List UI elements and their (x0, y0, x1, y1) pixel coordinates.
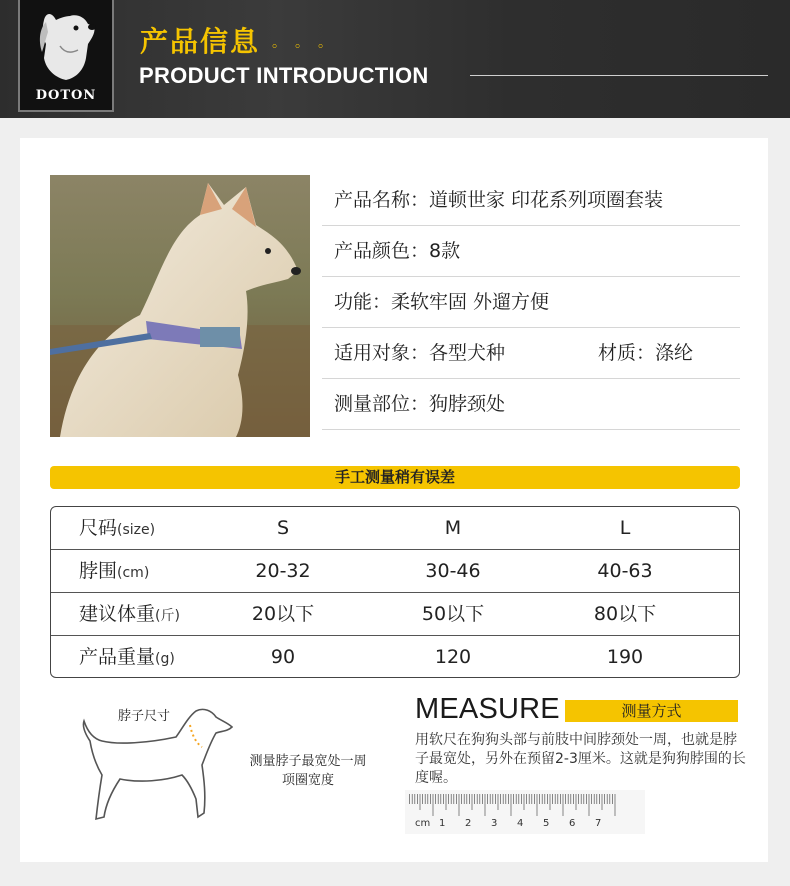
info-row-target (322, 328, 740, 379)
product-info-list (322, 175, 740, 430)
info-function: 功能：柔软牢固 外遛方便 (334, 291, 550, 313)
row-label: 脖围(cm) (79, 560, 150, 582)
cell-s: 20以下 (251, 603, 315, 625)
row-label: 产品重量(g) (79, 646, 175, 668)
cell-l: 80以下 (593, 603, 657, 625)
ruler-number: 2 (465, 818, 472, 829)
ruler-number: 5 (543, 818, 550, 829)
header-banner (0, 0, 790, 118)
cell-s: 20-32 (255, 560, 311, 582)
info-color: 产品颜色：8款 (334, 240, 461, 262)
measure-desc-line2: 项圈宽度 (281, 773, 334, 788)
info-target: 适用对象：各型犬种 (334, 342, 506, 364)
cell-l: 40-63 (597, 560, 653, 582)
header-divider (470, 75, 768, 76)
ruler-icon (405, 790, 645, 834)
cell-m: M (444, 517, 462, 539)
brand-logo (18, 0, 114, 112)
row-label: 建议体重(斤) (79, 603, 180, 625)
ruler-number: 6 (569, 818, 576, 829)
table-row (51, 507, 739, 550)
measure-method-badge: 测量方式 (565, 700, 738, 722)
ruler-number: 1 (439, 818, 446, 829)
table-row (51, 636, 739, 679)
cell-m: 30-46 (425, 560, 481, 582)
ruler-unit: cm (415, 818, 431, 829)
measure-title: MEASURE (415, 693, 560, 725)
info-row-color (322, 226, 740, 277)
ruler-number: 4 (517, 818, 524, 829)
section-title-cn: 产品信息 (140, 25, 261, 58)
title-dots: 。。。 (272, 35, 348, 51)
info-measure-part: 测量部位：狗脖颈处 (334, 393, 506, 415)
logo-text: DOTON (35, 88, 97, 103)
cell-s: 90 (270, 646, 296, 668)
row-label: 尺码(size) (79, 517, 156, 539)
section-title-en: PRODUCT INTRODUCTION (139, 63, 429, 88)
info-row-name (322, 175, 740, 226)
cell-m: 120 (434, 646, 472, 668)
error-notice-banner: 手工测量稍有误差 (50, 466, 740, 489)
cell-l: 190 (606, 646, 644, 668)
product-photo (50, 175, 310, 437)
measure-desc (238, 752, 378, 790)
measure-desc-line1: 测量脖子最宽处一周 (249, 754, 367, 769)
table-row (51, 550, 739, 593)
ruler-number: 3 (491, 818, 498, 829)
ruler-number: 7 (595, 818, 602, 829)
measure-instructions: 用软尺在狗狗头部与前肢中间脖颈处一周，也就是脖子最宽处，另外在预留2-3厘米。这就是狗狗脖围的长度喔。 (415, 732, 746, 786)
info-material: 材质：涤纶 (598, 342, 694, 364)
table-row (51, 593, 739, 636)
neck-size-label: 脖子尺寸 (118, 709, 171, 724)
info-name: 产品名称：道顿世家 印花系列项圈套装 (334, 189, 664, 211)
cell-s: S (276, 517, 290, 539)
cell-l: L (619, 517, 631, 539)
info-row-measure (322, 379, 740, 430)
size-table (50, 506, 740, 678)
dog-head-icon (30, 6, 102, 86)
cell-m: 50以下 (421, 603, 485, 625)
info-row-function (322, 277, 740, 328)
